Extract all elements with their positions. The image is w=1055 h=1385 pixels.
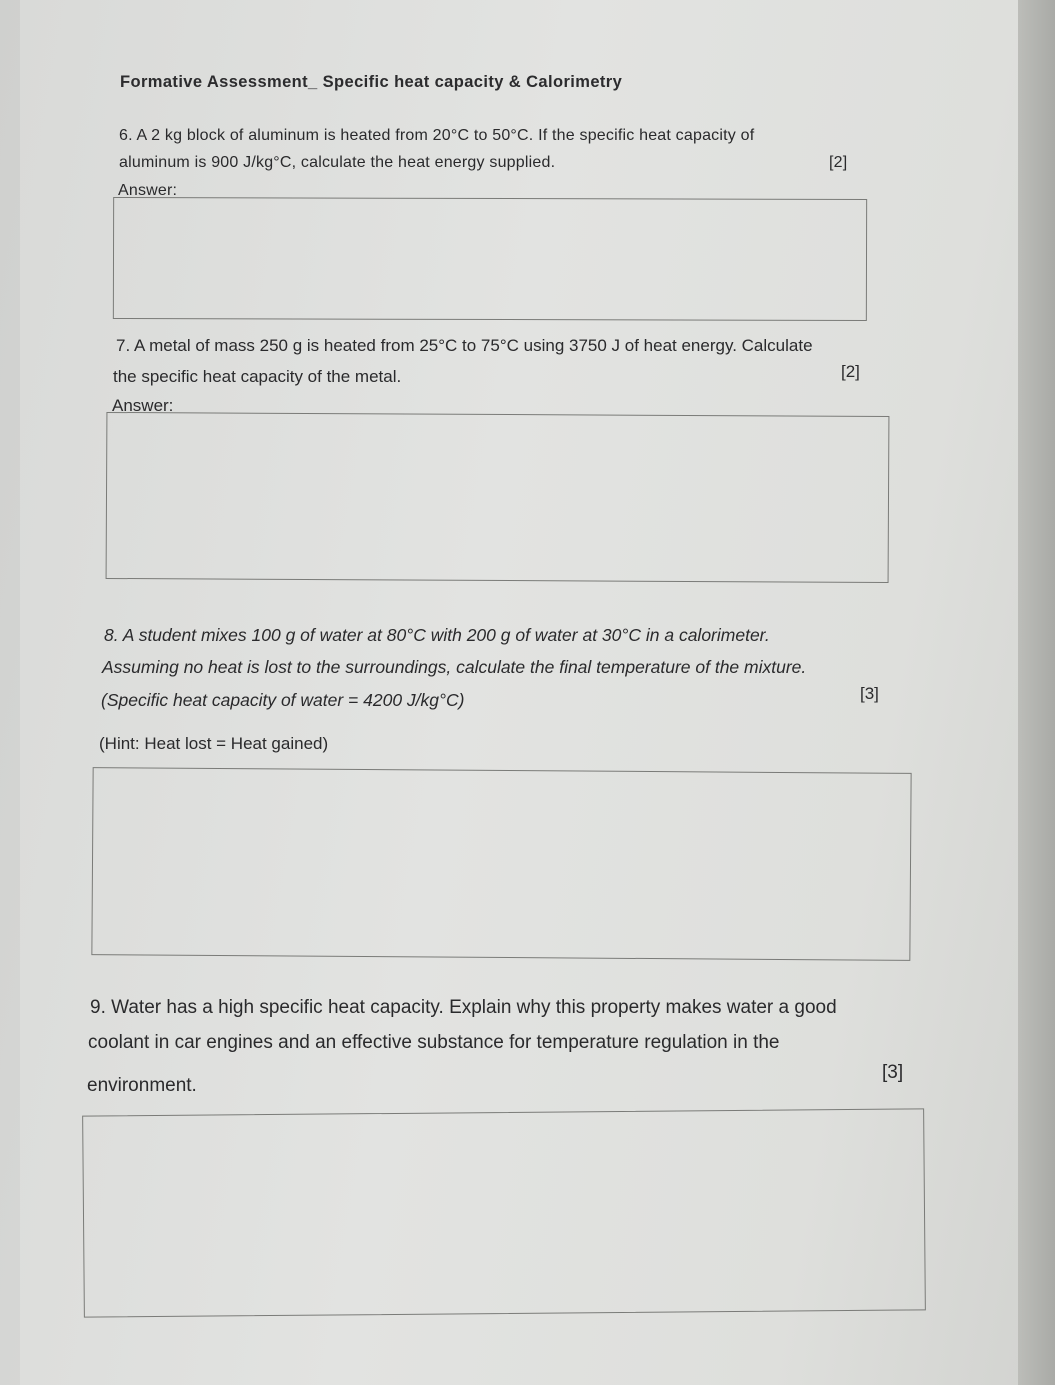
paper-edge bbox=[1018, 0, 1055, 1385]
q8-line-1: 8. A student mixes 100 g of water at 80°C with 200 g of water at 30°C in a calorimeter. bbox=[104, 625, 770, 645]
q7-line-1: 7. A metal of mass 250 g is heated from 25°C to 75°C using 3750 J of heat energy. Calculate bbox=[116, 336, 813, 355]
q6-answer-box[interactable] bbox=[113, 197, 867, 321]
worksheet-title: Formative Assessment_ Specific heat capacity & Calorimetry bbox=[120, 73, 623, 91]
q7-line-2: the specific heat capacity of the metal. bbox=[113, 367, 402, 386]
q8-line-2: Assuming no heat is lost to the surroundings, calculate the final temperature of the mixture. bbox=[102, 657, 807, 677]
q9-marks: [3] bbox=[882, 1062, 904, 1083]
q7-answer-box[interactable] bbox=[106, 412, 890, 583]
q6-line-2: aluminum is 900 J/kg°C, calculate the heat energy supplied. bbox=[119, 154, 556, 171]
q7-answer-label: Answer: bbox=[112, 396, 174, 415]
q9-answer-box[interactable] bbox=[82, 1108, 926, 1317]
q8-marks: [3] bbox=[860, 684, 879, 703]
q8-answer-box[interactable] bbox=[91, 767, 911, 961]
q8-line-3: (Specific heat capacity of water = 4200 J/kg°C) bbox=[101, 690, 465, 710]
q9-line-1: 9. Water has a high specific heat capacity. Explain why this property makes water a good bbox=[90, 997, 837, 1018]
q9-line-2: coolant in car engines and an effective substance for temperature regulation in the bbox=[88, 1032, 780, 1053]
q8-hint: (Hint: Heat lost = Heat gained) bbox=[99, 734, 329, 753]
q6-marks: [2] bbox=[829, 154, 848, 171]
q7-marks: [2] bbox=[841, 362, 860, 381]
q6-answer-label: Answer: bbox=[118, 182, 178, 199]
q6-line-1: 6. A 2 kg block of aluminum is heated from 20°C to 50°C. If the specific heat capacity of bbox=[119, 127, 755, 144]
q9-line-3: environment. bbox=[87, 1075, 197, 1096]
